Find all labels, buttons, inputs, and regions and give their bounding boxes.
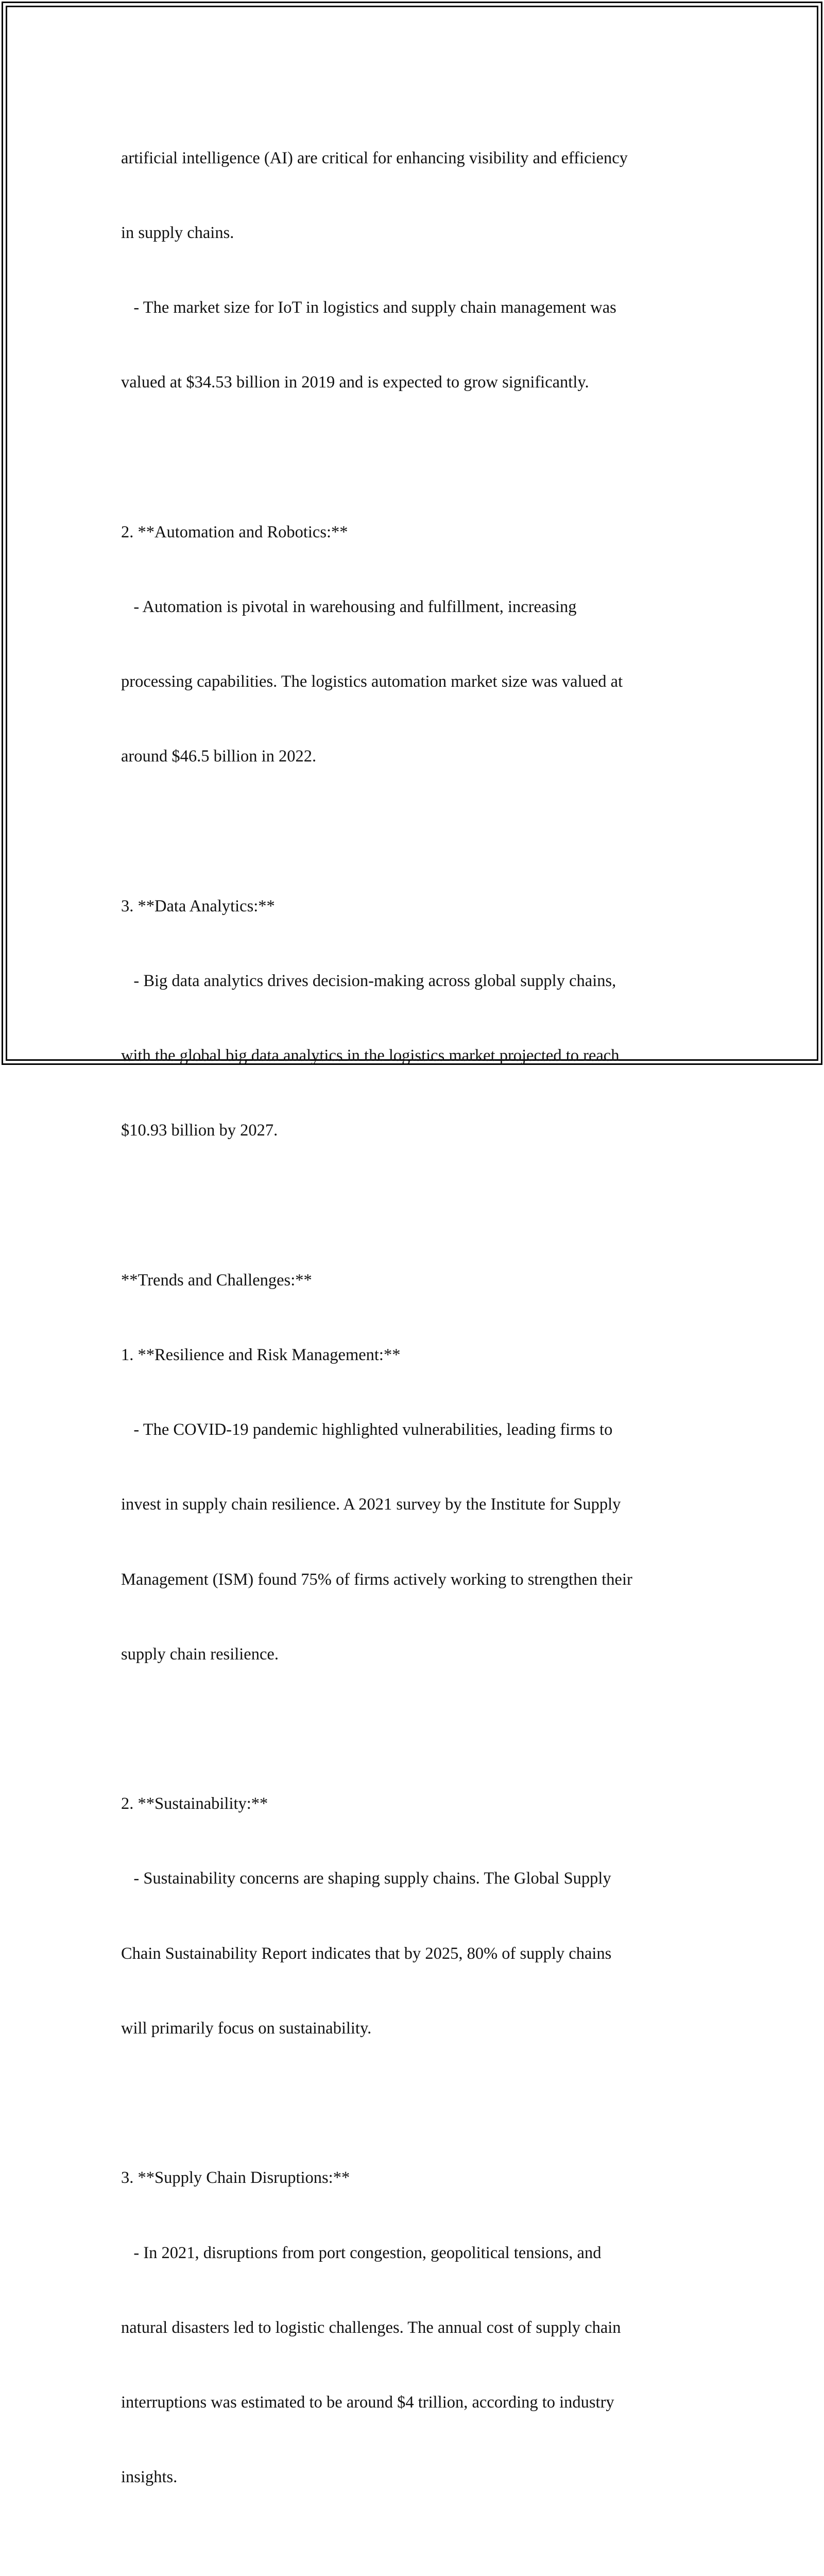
- text-line: processing capabilities. The logistics automation market size was valued at: [121, 672, 623, 691]
- text-line: insights.: [121, 2468, 178, 2487]
- section-heading: 2. **Automation and Robotics:**: [121, 522, 348, 541]
- text-line: in supply chains.: [121, 224, 234, 243]
- section-heading: 3. **Supply Chain Disruptions:**: [121, 2168, 350, 2188]
- blank-line: [121, 1717, 718, 1741]
- text-line: - In 2021, disruptions from port congestion, geopolitical tensions, and: [121, 2243, 602, 2262]
- blank-line: [121, 445, 718, 470]
- blank-line: [121, 819, 718, 844]
- text-line: artificial intelligence (AI) are critical for enhancing visibility and efficiency: [121, 148, 628, 167]
- blank-line: [121, 1193, 718, 1218]
- text-line: Management (ISM) found 75% of firms actively working to strengthen their: [121, 1570, 632, 1589]
- text-line: natural disasters led to logistic challenges. The annual cost of supply chain: [121, 2318, 621, 2337]
- document-body: [121, 96, 718, 2576]
- text-line: - The COVID-19 pandemic highlighted vulnerabilities, leading firms to: [121, 1420, 613, 1439]
- text-line: $10.93 billion by 2027.: [121, 1121, 278, 1140]
- section-heading: 2. **Sustainability:**: [121, 1794, 268, 1814]
- blank-line: [121, 2539, 718, 2564]
- text-line: invest in supply chain resilience. A 2021 survey by the Institute for Supply: [121, 1495, 621, 1514]
- text-line: Chain Sustainability Report indicates that by 2025, 80% of supply chains: [121, 1944, 612, 1963]
- section-heading: **Trends and Challenges:**: [121, 1270, 312, 1290]
- text-line: with the global big data analytics in the logistics market projected to reach: [121, 1046, 620, 1065]
- blank-line: [121, 2091, 718, 2115]
- text-line: will primarily focus on sustainability.: [121, 2019, 372, 2038]
- text-line: - Automation is pivotal in warehousing and fulfillment, increasing: [121, 598, 577, 617]
- text-line: - The market size for IoT in logistics and supply chain management was: [121, 298, 616, 317]
- text-line: - Big data analytics drives decision-making across global supply chains,: [121, 972, 616, 991]
- text-line: around $46.5 billion in 2022.: [121, 747, 317, 766]
- text-line: interruptions was estimated to be around $4 trillion, according to industry: [121, 2393, 614, 2412]
- text-line: valued at $34.53 billion in 2019 and is expected to grow significantly.: [121, 373, 589, 392]
- text-line: supply chain resilience.: [121, 1645, 279, 1664]
- section-heading: 1. **Resilience and Risk Management:**: [121, 1346, 401, 1365]
- text-line: - Sustainability concerns are shaping supply chains. The Global Supply: [121, 1869, 611, 1888]
- section-heading: 3. **Data Analytics:**: [121, 896, 275, 916]
